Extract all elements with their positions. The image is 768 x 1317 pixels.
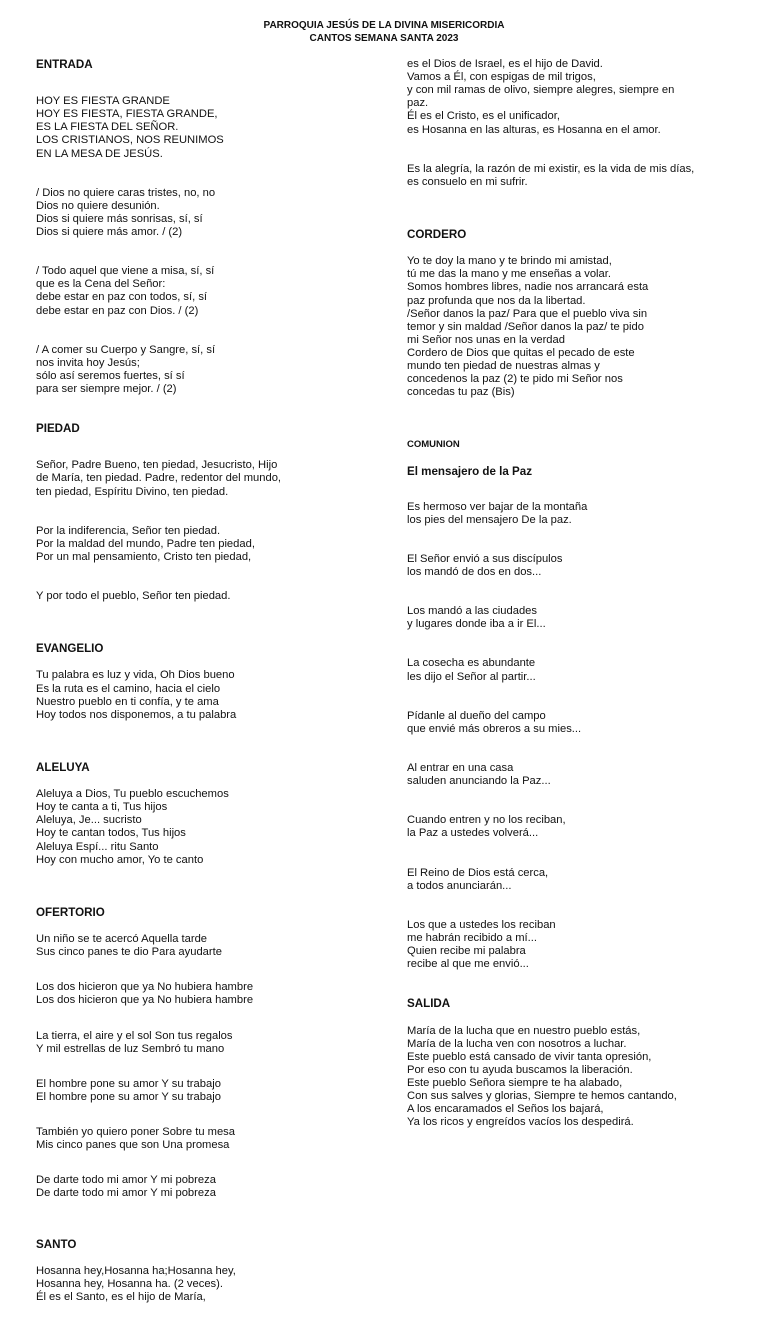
section-santo-continued: [407, 45, 727, 202]
section-title-santo: SANTO: [36, 1237, 77, 1251]
stanza: La tierra, el aire y el sol Son tus regalos Y mil estrellas de luz Sembró tu mano: [36, 1029, 233, 1055]
left-column: [36, 45, 376, 1317]
section-title-aleluya: ALELUYA: [36, 761, 90, 775]
stanza: Cuando entren y no los reciban, la Paz a ustedes volverá...: [407, 814, 566, 840]
section-santo: [36, 1225, 376, 1317]
stanza: De darte todo mi amor Y mi pobreza De darte todo mi amor Y mi pobreza: [36, 1174, 216, 1200]
stanza: También yo quiero poner Sobre tu mesa Mis cinco panes que son Una promesa: [36, 1126, 236, 1152]
stanza: / Dios no quiere caras tristes, no, no Dios no quiere desunión. Dios si quiere más sonrisas, sí, sí Dios si quiere más amor. / (2): [36, 186, 216, 239]
stanza: Yo te doy la mano y te brindo mi amistad, tú me das la mano y me enseñas a volar. Somos hombres libres, nadie nos arrancará esta paz profunda que nos da la libertad. /Señor danos la paz/ Para que el pueblo viva sin temor y sin maldad /Señor danos la paz/ te pido mi Señor nos unas en la verdad Cordero de Dios que quitas el pecado de este mundo ten piedad de nuestras almas y concedenos la paz (2) te pido mi Señor nos concedas tu paz (Bis): [407, 255, 649, 399]
stanza: María de la lucha que en nuestro pueblo estás, María de la lucha ven con nosotros a luchar. Este pueblo está cansado de vivir tanta opresión, Por eso con tu ayuda buscamos la liberación. Este pueblo Señora siempre te ha alabado, Con sus salves y glorias, Siempre te hemos cantando, A los encaramados el Seños los bajará, Ya los ricos y engreídos vacíos los despedirá.: [407, 1024, 677, 1129]
stanza: Es hermoso ver bajar de la montaña los pies del mensajero De la paz.: [407, 500, 588, 526]
stanza: La cosecha es abundante les dijo el Señor al partir...: [407, 657, 536, 683]
section-title-comunion: COMUNION: [407, 439, 460, 451]
song-title: El mensajero de la Paz: [407, 464, 533, 478]
stanza: Los que a ustedes los reciban me habrán recibido a mí... Quien recibe mi palabra recibe al que me envió...: [407, 918, 556, 971]
stanza: Aleluya a Dios, Tu pueblo escuchemos Hoy te canta a ti, Tus hijos Aleluya, Je... sucristo Hoy te cantan todos, Tus hijos Aleluya Espí... ritu Santo Hoy con mucho amor, Yo te canto: [36, 788, 229, 866]
section-title-piedad: PIEDAD: [36, 422, 80, 436]
section-ofertorio: [36, 893, 376, 1214]
stanza: Y por todo el pueblo, Señor ten piedad.: [36, 590, 231, 603]
section-comunion: [407, 426, 727, 984]
stanza: Un niño se te acercó Aquella tarde Sus cinco panes te dio Para ayudarte: [36, 932, 222, 959]
section-evangelio: [36, 629, 376, 735]
stanza: Por la indiferencia, Señor ten piedad. Por la maldad del mundo, Padre ten piedad, Por un mal pensamiento, Cristo ten piedad,: [36, 524, 255, 563]
section-title-evangelio: EVANGELIO: [36, 642, 104, 656]
stanza: / Todo aquel que viene a misa, sí, sí que es la Cena del Señor: debe estar en paz con todos, sí, sí debe estar en paz con Dios. / (2): [36, 265, 215, 317]
parish-title: PARROQUIA JESÚS DE LA DIVINA MISERICORDIA: [263, 20, 505, 31]
stanza: / A comer su Cuerpo y Sangre, sí, sí nos invita hoy Jesús; sólo así seremos fuertes, sí sí para ser siempre mejor. / (2): [36, 343, 216, 395]
stanza: Es la alegría, la razón de mi existir, es la vida de mis días, es consuelo en mi sufrir.: [407, 162, 695, 188]
stanza: Señor, Padre Bueno, ten piedad, Jesucristo, Hijo de María, ten piedad. Padre, redentor del mundo, ten piedad, Espíritu Divino, ten piedad.: [36, 459, 282, 498]
section-title-salida: SALIDA: [407, 997, 451, 1011]
section-title-ofertorio: OFERTORIO: [36, 905, 105, 919]
stanza: El Señor envió a sus discípulos los mandó de dos en dos...: [407, 552, 563, 578]
section-title-cordero: CORDERO: [407, 228, 467, 242]
stanza: El Reino de Dios está cerca, a todos anunciarán...: [407, 866, 549, 892]
right-column: [407, 45, 727, 1142]
stanza: Hosanna hey,Hosanna ha;Hosanna hey, Hosanna hey, Hosanna ha. (2 veces). Él es el Santo, es el hijo de María,: [36, 1264, 236, 1304]
section-aleluya: [36, 748, 376, 880]
stanza: Tu palabra es luz y vida, Oh Dios bueno Es la ruta es el camino, hacia el cielo Nuestro pueblo en ti confía, y te ama Hoy todos nos disponemos, a tu palabra: [36, 669, 237, 721]
stanza: HOY ES FIESTA GRANDE HOY ES FIESTA, FIESTA GRANDE, ES LA FIESTA DEL SEÑOR. LOS CRISTIANOS, NOS REUNIMOS EN LA MESA DE JESÚS.: [36, 95, 224, 160]
stanza: Los mandó a las ciudades y lugares donde iba a ir El...: [407, 605, 546, 631]
section-entrada: [36, 45, 376, 409]
stanza: es el Dios de Israel, es el hijo de David. Vamos a Él, con espigas de mil trigos, y con mil ramas de olivo, siempre alegres, siempre en paz. Él es el Cristo, es el unificador, es Hosanna en las alturas, es Hosanna en el amor.: [407, 58, 675, 136]
section-cordero: [407, 215, 727, 412]
stanza: El hombre pone su amor Y su trabajo El hombre pone su amor Y su trabajo: [36, 1077, 221, 1103]
section-salida: [407, 984, 727, 1142]
stanza: Al entrar en una casa saluden anunciando la Paz...: [407, 762, 551, 788]
section-piedad: [36, 409, 376, 616]
stanza: Los dos hicieron que ya No hubiera hambre Los dos hicieron que ya No hubiera hambre: [36, 981, 254, 1007]
section-title-entrada: ENTRADA: [36, 58, 93, 72]
stanza: Pídanle al dueño del campo que envié más obreros a su mies...: [407, 709, 582, 735]
event-title: CANTOS SEMANA SANTA 2023: [309, 33, 459, 44]
